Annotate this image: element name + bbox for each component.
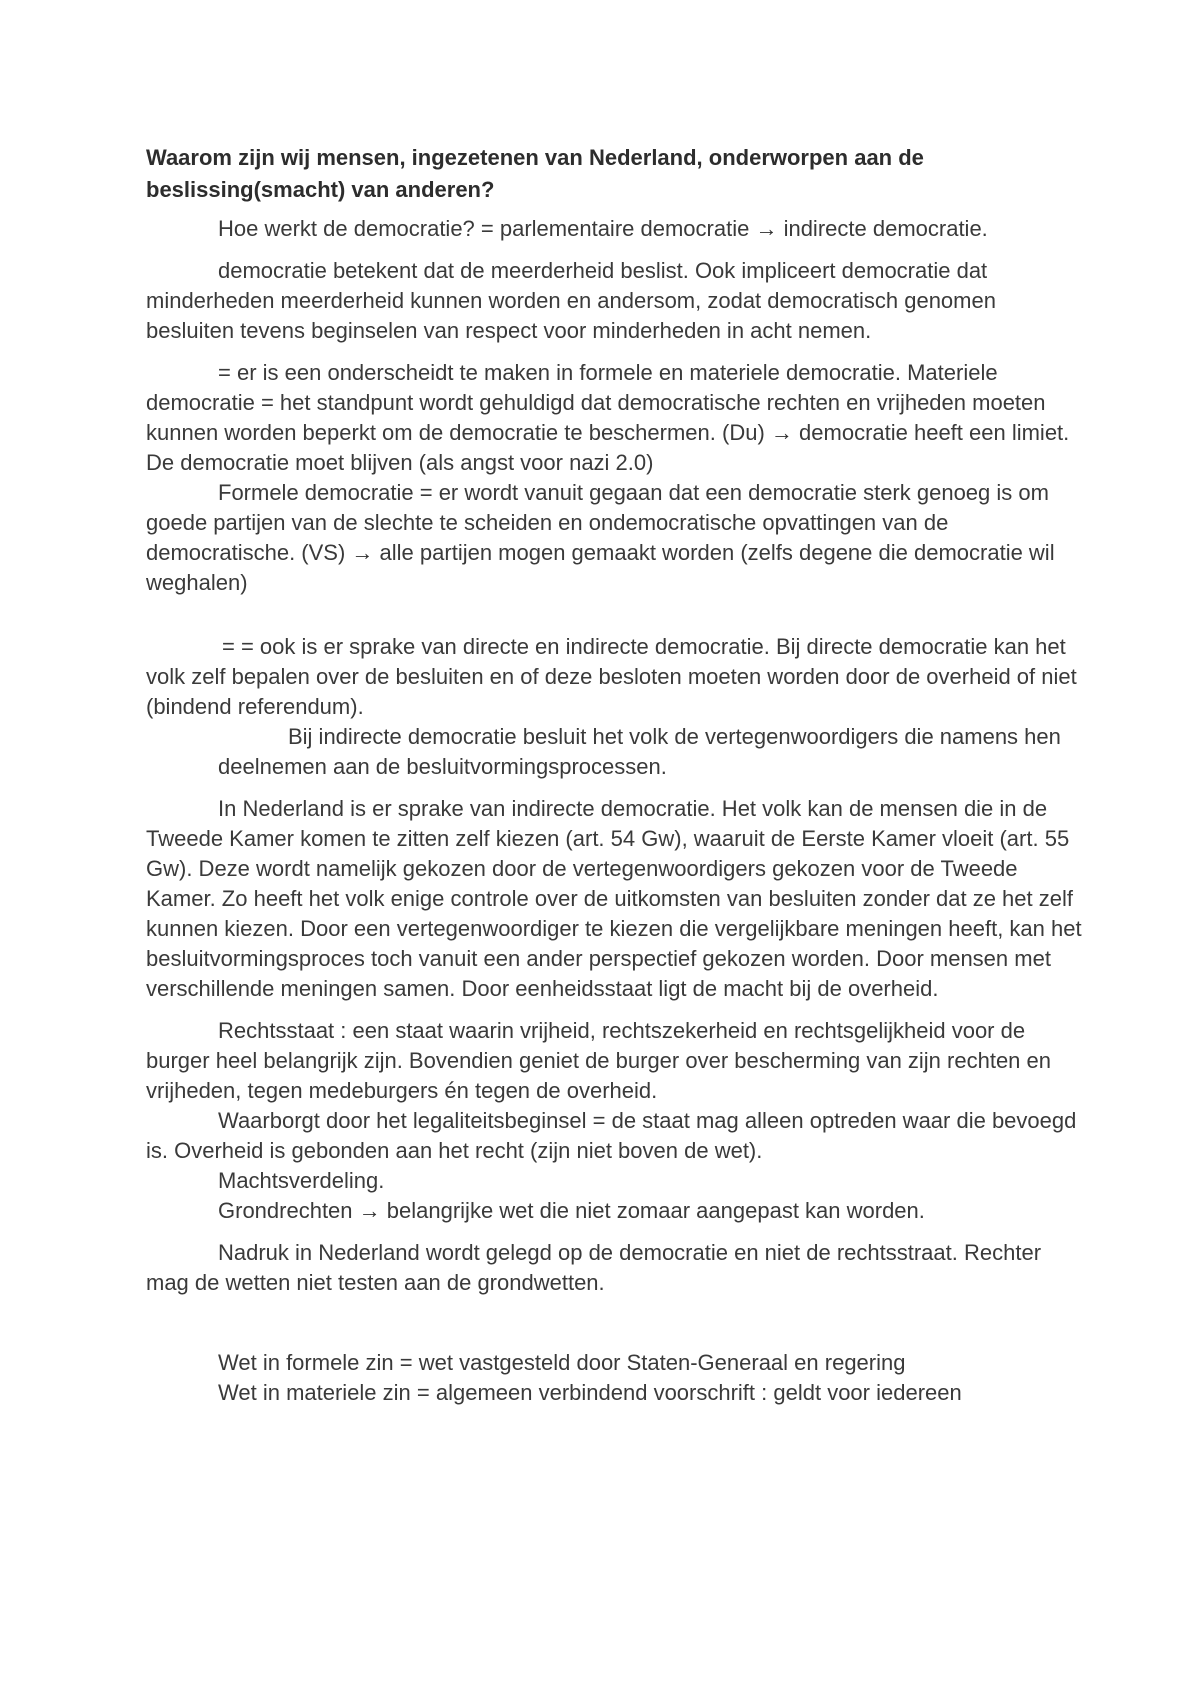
text-segment: democratie heeft een limiet. De democratie moet blijven (als angst voor nazi 2.0) [146, 420, 1070, 475]
document-title: Waarom zijn wij mensen, ingezetenen van Nederland, onderworpen aan de beslissing(smacht) van anderen? [146, 145, 924, 202]
text-segment: belangrijke wet die niet zomaar aangepast kan worden. [386, 1198, 925, 1223]
text-segment: Hoe werkt de democratie? = parlementaire democratie [218, 216, 750, 241]
arrow-right-icon: → [755, 216, 778, 241]
text-segment: alle partijen mogen gemaakt worden (zelfs degene die democratie wil weghalen) [146, 540, 1055, 595]
paragraph-nadruk: Nadruk in Nederland wordt gelegd op de democratie en niet de rechtsstraat. Rechter mag de wetten niet testen aan de grondwetten. [146, 1240, 1042, 1295]
document-page [146, 142, 1086, 1408]
paragraph-rechtsstaat: Rechtsstaat : een staat waarin vrijheid, rechtszekerheid en rechtsgelijkheid voor de burger heel belangrijk zijn. Bovendien geniet de burger over bescherming van zijn rechten en vrijheden, tegen medeburgers én tegen de overheid. [146, 1018, 1051, 1103]
arrow-right-icon: → [770, 420, 793, 445]
spacer [146, 1298, 1086, 1348]
paragraph-netherlands: In Nederland is er sprake van indirecte democratie. Het volk kan de mensen die in de Tweede Kamer komen te zitten zelf kiezen (art. 54 Gw), waaruit de Eerste Kamer vloeit (art. 55 Gw). Deze wordt namelijk gekozen door de vertegenwoordigers gekozen voor de Tweede Kamer. Zo heeft het volk enige controle over de uitkomsten van besluiten zonder dat ze het zelf kunnen kiezen. Door een vertegenwoordiger te kiezen die vergelijkbare meningen heeft, kan het besluitvormingsproces toch vanuit een ander perspectief gekozen worden. Door mensen met verschillende meningen samen. Door eenheidsstaat ligt de macht bij de overheid. [146, 796, 1082, 1001]
paragraph-formal-democracy [146, 478, 1086, 598]
paragraph-indirect-democracy: Bij indirecte democratie besluit het volk de vertegenwoordigers die namens hen deelnemen aan de besluitvormingsprocessen. [218, 724, 1061, 779]
paragraph-wet-formele-zin: Wet in formele zin = wet vastgesteld door Staten-Generaal en regering [218, 1350, 906, 1375]
arrow-right-icon: → [351, 540, 374, 565]
paragraph-machtsverdeling: Machtsverdeling. [218, 1168, 385, 1193]
text-segment: Grondrechten [218, 1198, 353, 1223]
paragraph-material-democracy [146, 358, 1086, 478]
text-segment: Formele democratie = er wordt vanuit gegaan dat een democratie sterk genoeg is om goede partijen van de slechte te scheiden en ondemocratische opvattingen van de democratische. (VS) [146, 480, 1049, 565]
paragraph-wet-materiele-zin: Wet in materiele zin = algemeen verbindend voorschrift : geldt voor iedereen [218, 1380, 962, 1405]
paragraph-direct-democracy: = = ook is er sprake van directe en indirecte democratie. Bij directe democratie kan het volk zelf bepalen over de besluiten en of deze besloten moeten worden door de overheid of niet (bindend referendum). [146, 634, 1077, 719]
text-segment: = er is een onderscheidt te maken in formele en materiele democratie. Materiele democratie = het standpunt wordt gehuldigd dat democratische rechten en vrijheden moeten kunnen worden beperkt om de democratie te beschermen. (Du) [146, 360, 1046, 445]
paragraph-democracy-question [146, 214, 1086, 244]
paragraph-legaliteit: Waarborgt door het legaliteitsbeginsel = de staat mag alleen optreden waar die bevoegd is. Overheid is gebonden aan het recht (zijn niet boven de wet). [146, 1108, 1077, 1163]
arrow-right-icon: → [358, 1198, 381, 1223]
text-segment: indirecte democratie. [783, 216, 988, 241]
paragraph-grondrechten [146, 1196, 1086, 1226]
paragraph-democracy-meaning: democratie betekent dat de meerderheid beslist. Ook impliceert democratie dat minderheden meerderheid kunnen worden en andersom, zodat democratisch genomen besluiten tevens beginselen van respect voor minderheden in acht nemen. [146, 258, 996, 343]
